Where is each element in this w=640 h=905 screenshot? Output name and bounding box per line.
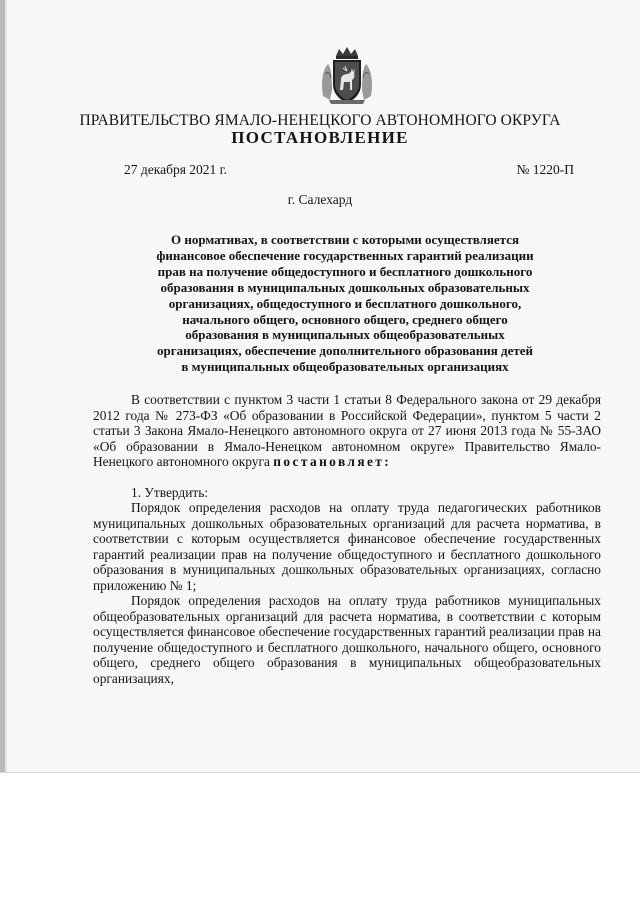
title-line: прав на получение общедоступного и бесплатного дошкольного [157, 263, 533, 279]
coat-of-arms-icon [319, 46, 375, 106]
title-line: образования в муниципальных общеобразовательных [185, 327, 505, 343]
document-title [90, 232, 600, 375]
item-1-paragraph-2: Порядок определения расходов на оплату труда работников муниципальных общеобразовательных организаций для расчета норматива, в соответствии с которым осуществляется финансовое обеспечение государственных гарантий реализации прав на получение общедоступного и бесплатного дошкольного, начального общего, основного общего, среднего общего образования в муниципальных общеобразовательных организациях, [93, 593, 601, 686]
page-bottom-edge [0, 772, 640, 773]
title-line: в муниципальных общеобразовательных организациях [181, 359, 509, 375]
title-line: финансовое обеспечение государственных гарантий реализации [156, 247, 534, 263]
title-line: начального общего, основного общего, среднего общего [182, 311, 508, 327]
title-line: организациях, общедоступного и бесплатного дошкольного, [168, 295, 522, 311]
preamble-paragraph [93, 392, 601, 470]
document-type: ПОСТАНОВЛЕНИЕ [231, 128, 409, 147]
paragraph-gap [93, 470, 601, 485]
document-body [93, 392, 601, 686]
document-number: № 1220-П [516, 162, 574, 177]
title-line: организациях, обеспечение дополнительного образования детей [156, 343, 534, 359]
title-line: образования в муниципальных дошкольных образовательных [160, 279, 530, 295]
government-name: ПРАВИТЕЛЬСТВО ЯМАЛО-НЕНЕЦКОГО АВТОНОМНОГО ОКРУГА [79, 112, 561, 129]
resolves-word: постановляет: [273, 454, 392, 469]
preamble-text: В соответствии с пунктом 3 части 1 статьи 8 Федерального закона от 29 декабря 2012 года № 273-ФЗ «Об образовании в Российской Федерации», пунктом 5 части 2 статьи 3 Закона Ямало-Ненецкого автономного округа от 27 июня 2013 года № 55-ЗАО «Об образовании в Ямало-Ненецком автономном округе» Правительство Ямало-Ненецкого автономного округа [93, 392, 601, 469]
item-1-heading: 1. Утвердить: [131, 484, 209, 500]
title-line: О нормативах, в соответствии с которыми осуществляется [170, 232, 520, 247]
document-city: г. Салехард [287, 192, 353, 207]
item-1-paragraph-1: Порядок определения расходов на оплату труда педагогических работников муниципальных дошкольных образовательных организаций для расчета норматива, в соответствии с которым осуществляется финансовое обеспечение государственных гарантий реализации прав на получение общедоступного и бесплатного дошкольного образования в муниципальных дошкольных образовательных организациях, согласно приложению № 1; [93, 500, 601, 593]
document-date: 27 декабря 2021 г. [124, 162, 228, 177]
